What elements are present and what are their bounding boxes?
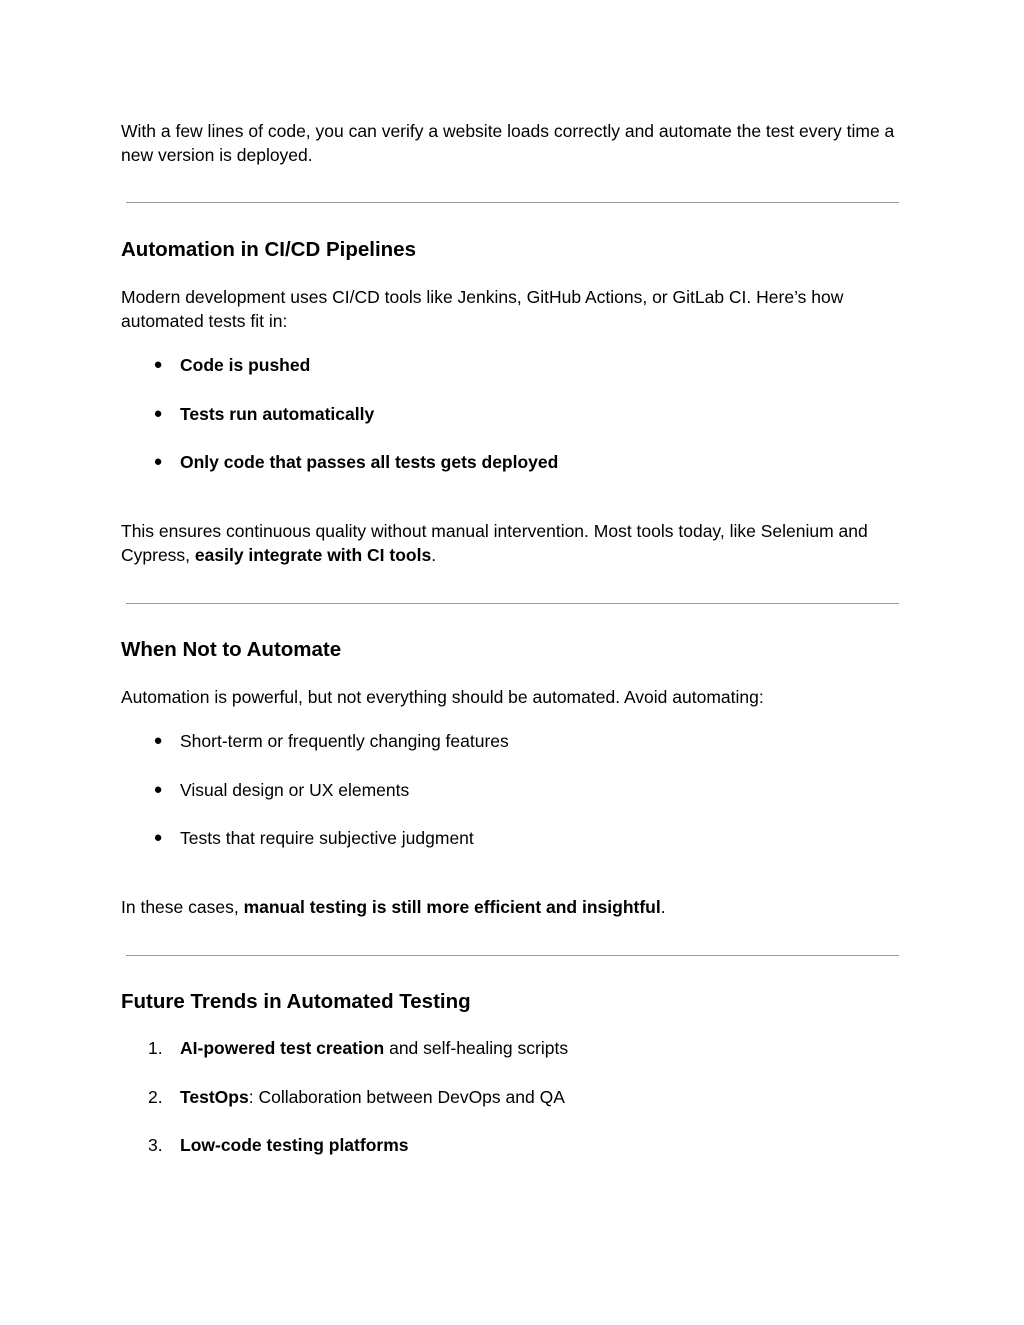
bullet-icon: ● (153, 829, 163, 846)
trends-heading: Future Trends in Automated Testing (121, 990, 471, 1013)
bullet-icon: ● (153, 453, 163, 470)
not-automate-outro-text: In these cases, (121, 897, 244, 917)
bullet-icon: ● (153, 405, 163, 422)
list-item-emphasis: AI-powered test creation (180, 1038, 385, 1058)
cicd-outro-text: This ensures continuous quality without manual intervention. Most tools today, like Selenium and Cypress, (121, 521, 868, 565)
not-automate-outro-end: . (660, 897, 666, 917)
section-divider (126, 202, 899, 203)
list-number: 3. (148, 1135, 163, 1155)
list-item-text: and self-healing scripts (384, 1038, 569, 1058)
list-item-text: : Collaboration between DevOps and QA (248, 1087, 565, 1107)
cicd-outro-paragraph (121, 519, 896, 567)
not-automate-intro-paragraph: Automation is powerful, but not everything should be automated. Avoid automating: (121, 687, 764, 707)
list-item-label: Code is pushed (180, 355, 311, 375)
not-automate-outro-paragraph (121, 895, 896, 919)
cicd-intro-paragraph: Modern development uses CI/CD tools like Jenkins, GitHub Actions, or GitLab CI. Here’s how automated tests fit in: (121, 287, 844, 331)
list-item-label (180, 1133, 408, 1157)
intro-paragraph: With a few lines of code, you can verify a website loads correctly and automate the test every time a new version is deployed. (121, 121, 895, 165)
list-item-label: Only code that passes all tests gets deployed (180, 452, 559, 472)
list-item-label (180, 1085, 565, 1109)
list-item-label: Tests that require subjective judgment (180, 828, 474, 848)
not-automate-heading: When Not to Automate (121, 638, 342, 661)
list-number: 1. (148, 1038, 163, 1058)
cicd-outro-emphasis: easily integrate with CI tools (194, 545, 432, 565)
cicd-outro-end: . (431, 545, 437, 565)
list-item-emphasis: TestOps (180, 1087, 249, 1107)
not-automate-outro-emphasis: manual testing is still more efficient and insightful (243, 897, 661, 917)
bullet-icon: ● (153, 781, 163, 798)
list-item-emphasis: Low-code testing platforms (180, 1135, 409, 1155)
list-number: 2. (148, 1087, 163, 1107)
list-item-label: Short-term or frequently changing features (180, 731, 509, 751)
list-item-label: Visual design or UX elements (180, 780, 410, 800)
list-item-label (180, 1036, 568, 1060)
bullet-icon: ● (153, 356, 163, 373)
section-divider (126, 955, 899, 956)
cicd-heading: Automation in CI/CD Pipelines (121, 238, 416, 261)
bullet-icon: ● (153, 732, 163, 749)
list-item-label: Tests run automatically (180, 404, 375, 424)
section-divider (126, 603, 899, 604)
